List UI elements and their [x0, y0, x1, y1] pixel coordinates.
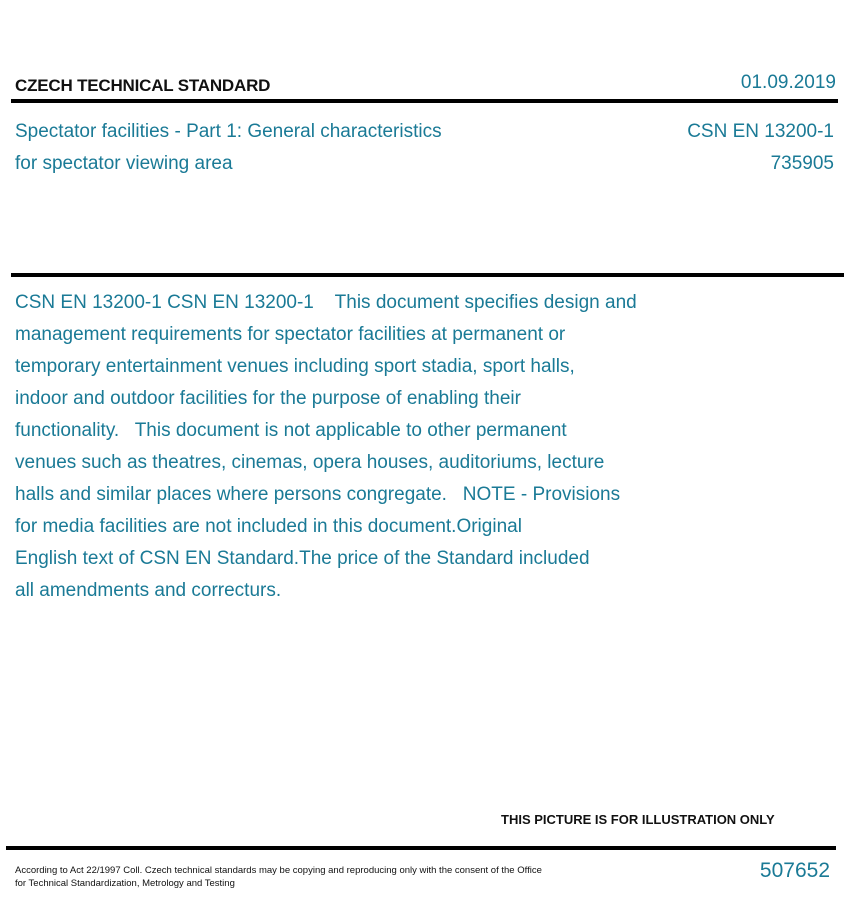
abstract-text	[15, 287, 735, 607]
header-divider	[11, 99, 838, 103]
standard-type-heading: CZECH TECHNICAL STANDARD	[15, 76, 271, 95]
abstract-line: indoor and outdoor facilities for the purpose of enabling their	[15, 388, 521, 409]
publication-date: 01.09.2019	[740, 72, 836, 93]
illustration-disclaimer: THIS PICTURE IS FOR ILLUSTRATION ONLY	[501, 812, 775, 827]
abstract-line: venues such as theatres, cinemas, opera houses, auditoriums, lecture	[15, 452, 605, 473]
abstract-line: CSN EN 13200-1 CSN EN 13200-1 This document specifies design and	[15, 292, 637, 313]
document-title	[15, 116, 535, 180]
abstract-line: all amendments and correcturs.	[15, 580, 282, 601]
legal-notice-line: for Technical Standardization, Metrology and Testing	[15, 878, 235, 889]
abstract-line: halls and similar places where persons congregate. NOTE - Provisions	[15, 484, 621, 505]
abstract-line: management requirements for spectator facilities at permanent or	[15, 324, 566, 345]
standard-designation: CSN EN 13200-1	[687, 121, 834, 142]
abstract-line: temporary entertainment venues including sport stadia, sport halls,	[15, 356, 575, 377]
legal-notice-line: According to Act 22/1997 Coll. Czech technical standards may be copying and reproducing only with the consent of the Office	[15, 865, 542, 876]
abstract-line: for media facilities are not included in this document.Original	[15, 516, 522, 537]
document-identifiers	[687, 116, 834, 180]
section-divider	[11, 273, 844, 277]
catalog-number: 507652	[759, 859, 830, 882]
footer-divider	[6, 846, 836, 850]
abstract-line: English text of CSN EN Standard.The price of the Standard included	[15, 548, 590, 569]
classification-code: 735905	[770, 153, 834, 174]
document-title-line: for spectator viewing area	[15, 153, 233, 174]
document-title-line: Spectator facilities - Part 1: General characteristics	[15, 121, 442, 142]
abstract-line: functionality. This document is not applicable to other permanent	[15, 420, 567, 441]
legal-notice	[15, 864, 542, 890]
